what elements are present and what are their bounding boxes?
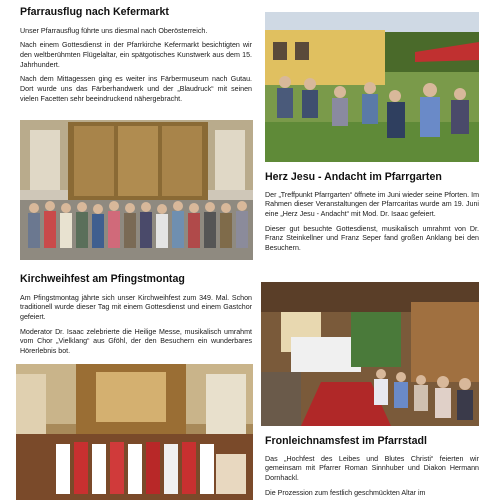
article-herz-jesu	[265, 171, 479, 259]
article-title: Herz Jesu - Andacht im Pfarrgarten	[265, 171, 442, 183]
photo-church-choir	[16, 364, 253, 500]
article-title: Kirchweihfest am Pfingstmontag	[20, 273, 185, 285]
article-paragraph: Nach einem Gottesdienst in der Pfarrkirche Kefermarkt besichtigten wir den weltberühmten Flügelaltar, ein spätgotisches Kunstwerk aus dem 15. Jahrhundert.	[20, 41, 252, 69]
article-paragraph: Am Pfingstmontag jährte sich unser Kirchweihfest zum 349. Mal. Schon traditionell wurde dieser Tag mit einem Gottesdienst und einem Gastchor gefeiert.	[20, 293, 252, 321]
article-paragraph: Moderator Dr. Isaac zelebrierte die Heilige Messe, musikalisch umrahmt vom Chor „Vielklang“ aus Gföhl, der den Besuchern ein wunderbares Hörerlebnis bot.	[20, 327, 252, 355]
article-fronleichnam	[265, 435, 479, 503]
article-paragraph: Unser Pfarrausflug führte uns diesmal nach Oberösterreich.	[20, 26, 208, 35]
article-paragraph: Der „Treffpunkt Pfarrgarten“ öffnete im Juni wieder seine Pforten. Im Rahmen dieser Veranstaltungen der Pfarrcaritas wurde am 19. Juni eine „Herz Jesu - Andacht“ mit Mod. Dr. Isaac gefeiert.	[265, 190, 479, 218]
photo-pfarrgarten	[265, 12, 479, 162]
photo-altar-group	[20, 120, 253, 260]
article-paragraph: Das „Hochfest des Leibes und Blutes Christi“ feierten wir gemeinsam mit Pfarrer Roman Sinnhuber und Diakon Hermann Dornhackl.	[265, 454, 479, 482]
article-paragraph: Die Prozession zum festlich geschmückten Altar im	[265, 488, 426, 497]
photo-pfarrstadl	[261, 282, 479, 426]
article-paragraph: Dieser gut besuchte Gottesdienst, musikalisch umrahmt von Dr. Franz Steinkellner und Franz Seper fand großen Anklang bei den Besuchern.	[265, 224, 479, 252]
article-title: Pfarrausflug nach Kefermarkt	[20, 6, 169, 18]
article-pfarrausflug	[20, 6, 252, 109]
article-kirchweihfest	[20, 273, 252, 362]
article-title: Fronleichnamsfest im Pfarrstadl	[265, 435, 427, 447]
article-paragraph: Nach dem Mittagessen ging es weiter ins Färbermuseum nach Gutau. Dort wurde uns das Färberhandwerk und der „Blaudruck“ mit seinen vielen Facetten sehr beeindruckend nähergebracht.	[20, 75, 252, 103]
